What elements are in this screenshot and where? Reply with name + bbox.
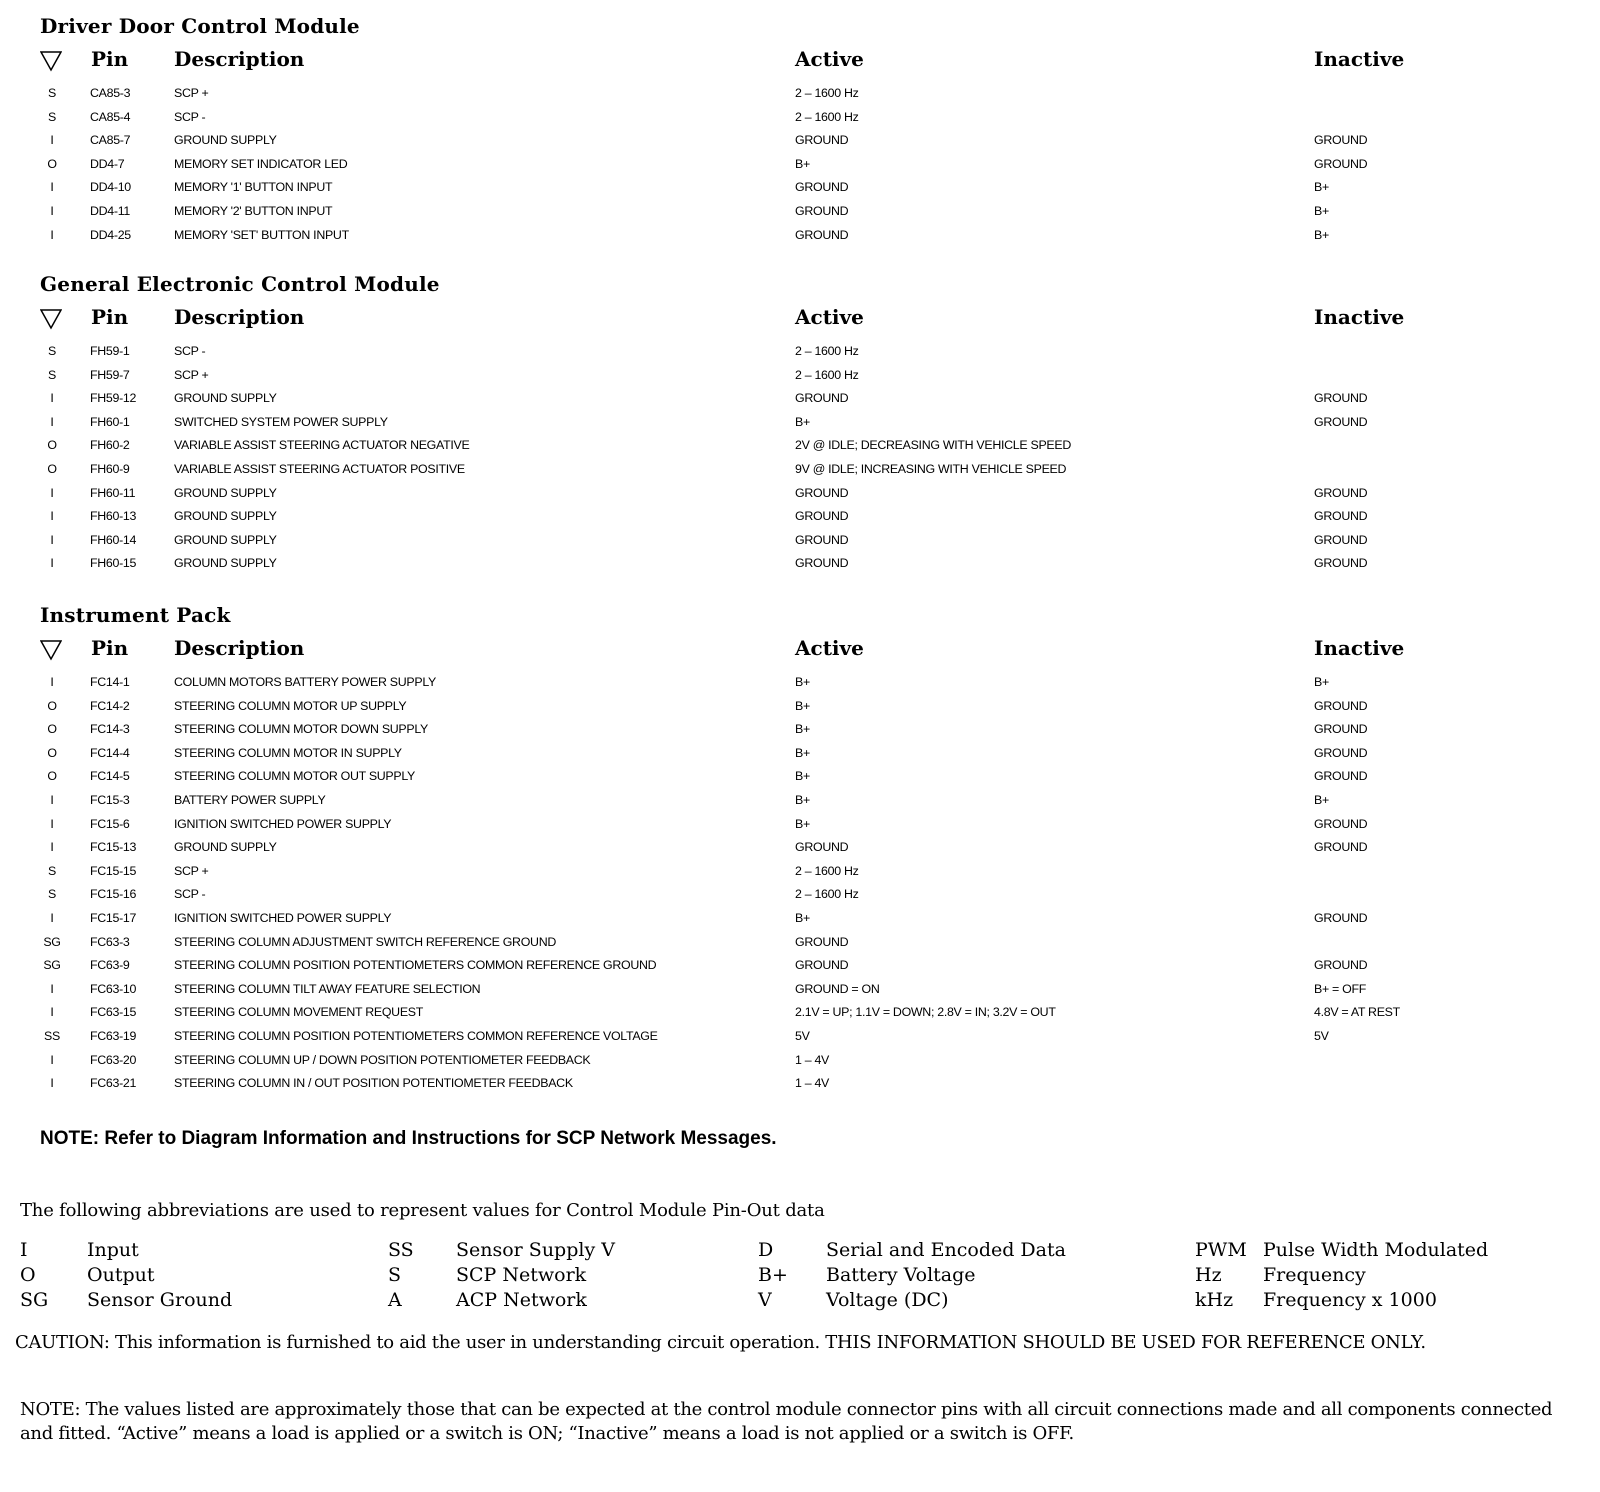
- pin-id: FC63-21: [90, 1076, 137, 1091]
- pin-type: S: [48, 887, 56, 902]
- pin-id: FC63-15: [90, 1005, 137, 1020]
- table-row: [0, 552, 1600, 576]
- table-row: [0, 176, 1600, 200]
- table-header: [0, 636, 1600, 666]
- active-value: GROUND = ON: [795, 981, 880, 996]
- pin-type: I: [50, 981, 54, 996]
- pin-type: O: [47, 461, 57, 476]
- active-value: B+: [795, 745, 810, 760]
- pin-type: SG: [43, 958, 61, 973]
- table-row: [0, 931, 1600, 955]
- active-value: 2V @ IDLE; DECREASING WITH VEHICLE SPEED: [795, 438, 1071, 453]
- pin-description: MEMORY SET INDICATOR LED: [174, 156, 348, 171]
- legend-abbr: SG: [20, 1289, 49, 1311]
- section-title: Driver Door Control Module: [40, 14, 360, 38]
- pin-type: I: [50, 1076, 54, 1091]
- legend-meaning: Battery Voltage: [826, 1264, 976, 1286]
- triangle-down-icon: [40, 308, 62, 330]
- header-pin: Pin: [91, 636, 129, 660]
- pin-type: I: [50, 227, 54, 242]
- active-value: B+: [795, 910, 810, 925]
- table-row: [0, 505, 1600, 529]
- pin-description: STEERING COLUMN MOTOR DOWN SUPPLY: [174, 722, 428, 737]
- active-value: 1 – 4V: [795, 1052, 830, 1067]
- pin-description: IGNITION SWITCHED POWER SUPPLY: [174, 910, 392, 925]
- pin-description: STEERING COLUMN MOVEMENT REQUEST: [174, 1005, 424, 1020]
- table-row: [0, 907, 1600, 931]
- pin-description: STEERING COLUMN IN / OUT POSITION POTENTIOMETER FEEDBACK: [174, 1076, 573, 1091]
- inactive-value: B+: [1314, 227, 1329, 242]
- legend-meaning: Input: [87, 1239, 139, 1261]
- active-value: GROUND: [795, 133, 849, 148]
- table-rows: [0, 671, 1600, 1096]
- table-row: [0, 340, 1600, 364]
- inactive-value: GROUND: [1314, 958, 1368, 973]
- pin-id: FH60-2: [90, 438, 130, 453]
- triangle-down-icon: [40, 639, 62, 661]
- inactive-value: GROUND: [1314, 910, 1368, 925]
- pin-id: FC63-3: [90, 934, 130, 949]
- table-row: [0, 106, 1600, 130]
- pin-description: GROUND SUPPLY: [174, 532, 277, 547]
- table-row: [0, 883, 1600, 907]
- triangle-down-icon: [40, 50, 62, 72]
- pin-id: FH60-11: [90, 485, 136, 500]
- pin-type: S: [48, 109, 56, 124]
- header-pin: Pin: [91, 47, 129, 71]
- pin-id: FC15-16: [90, 887, 137, 902]
- active-value: 5V: [795, 1028, 810, 1043]
- table-header: [0, 47, 1600, 77]
- table-rows: [0, 340, 1600, 576]
- pin-description: STEERING COLUMN TILT AWAY FEATURE SELECTION: [174, 981, 481, 996]
- pin-type: I: [50, 910, 54, 925]
- table-row: [0, 411, 1600, 435]
- legend-meaning: Pulse Width Modulated: [1263, 1239, 1489, 1261]
- pin-id: FH59-7: [90, 367, 130, 382]
- active-value: 2 – 1600 Hz: [795, 109, 859, 124]
- pin-id: FH60-14: [90, 532, 137, 547]
- legend-row: [0, 1263, 1600, 1288]
- table-row: [0, 978, 1600, 1002]
- active-value: B+: [795, 675, 810, 689]
- pin-id: FC15-13: [90, 840, 137, 855]
- pin-id: FH60-9: [90, 461, 130, 476]
- table-row: [0, 836, 1600, 860]
- active-value: 9V @ IDLE; INCREASING WITH VEHICLE SPEED: [795, 461, 1067, 476]
- pin-type: O: [47, 722, 57, 737]
- pin-id: FH60-13: [90, 509, 137, 524]
- inactive-value: GROUND: [1314, 414, 1368, 429]
- legend-meaning: Frequency: [1263, 1264, 1366, 1286]
- header-active: Active: [795, 636, 864, 660]
- pin-type: SS: [44, 1028, 60, 1043]
- pin-description: MEMORY 'SET' BUTTON INPUT: [174, 227, 349, 242]
- legend-abbr: PWM: [1195, 1239, 1247, 1261]
- pin-description: STEERING COLUMN MOTOR IN SUPPLY: [174, 745, 402, 760]
- pin-type: O: [47, 438, 57, 453]
- legend-meaning: Frequency x 1000: [1263, 1289, 1437, 1311]
- pin-description: BATTERY POWER SUPPLY: [174, 792, 326, 807]
- pin-id: FC15-3: [90, 792, 130, 807]
- header-active: Active: [795, 47, 864, 71]
- active-value: B+: [795, 769, 810, 784]
- inactive-value: GROUND: [1314, 556, 1368, 571]
- pin-type: I: [50, 180, 54, 195]
- abbreviations-legend: [0, 1238, 1600, 1313]
- pin-description: SCP +: [174, 863, 209, 878]
- pin-id: DD4-25: [90, 227, 131, 242]
- pin-description: SCP -: [174, 109, 206, 124]
- table-row: [0, 434, 1600, 458]
- pin-type: I: [50, 792, 54, 807]
- table-row: [0, 954, 1600, 978]
- legend-abbr: A: [388, 1289, 402, 1311]
- pin-id: FC63-19: [90, 1028, 137, 1043]
- table-header: [0, 305, 1600, 335]
- pin-description: MEMORY '1' BUTTON INPUT: [174, 180, 333, 195]
- active-value: 2.1V = UP; 1.1V = DOWN; 2.8V = IN; 3.2V = OUT: [795, 1005, 1056, 1020]
- pin-description: STEERING COLUMN UP / DOWN POSITION POTENTIOMETER FEEDBACK: [174, 1052, 591, 1067]
- table-row: [0, 742, 1600, 766]
- inactive-value: B+: [1314, 203, 1329, 218]
- header-pin: Pin: [91, 305, 129, 329]
- pin-description: GROUND SUPPLY: [174, 509, 277, 524]
- header-inactive: Inactive: [1314, 47, 1405, 71]
- pin-description: SWITCHED SYSTEM POWER SUPPLY: [174, 414, 388, 429]
- legend-abbr: O: [20, 1264, 36, 1286]
- pin-description: STEERING COLUMN POSITION POTENTIOMETERS COMMON REFERENCE GROUND: [174, 958, 657, 973]
- pin-description: GROUND SUPPLY: [174, 840, 277, 855]
- pin-type: I: [50, 1052, 54, 1067]
- pin-description: SCP -: [174, 344, 206, 358]
- inactive-value: GROUND: [1314, 509, 1368, 524]
- legend-meaning: Sensor Ground: [87, 1289, 233, 1311]
- active-value: 2 – 1600 Hz: [795, 863, 859, 878]
- legend-abbr: I: [20, 1239, 28, 1261]
- table-row: [0, 789, 1600, 813]
- pin-type: I: [50, 1005, 54, 1020]
- pin-description: GROUND SUPPLY: [174, 391, 277, 406]
- table-row: [0, 860, 1600, 884]
- pin-type: O: [47, 156, 57, 171]
- header-active: Active: [795, 305, 864, 329]
- table-row: [0, 387, 1600, 411]
- active-value: 2 – 1600 Hz: [795, 367, 859, 382]
- pin-id: FH60-1: [90, 414, 130, 429]
- active-value: GROUND: [795, 203, 849, 218]
- caution-text: CAUTION: This information is furnished to aid the user in understanding circuit operation. THIS INFORMATION SHOULD BE USED FOR REFERENCE ONLY.: [15, 1332, 1426, 1353]
- pin-type: I: [50, 556, 54, 571]
- active-value: B+: [795, 414, 810, 429]
- table-row: [0, 1025, 1600, 1049]
- active-value: B+: [795, 792, 810, 807]
- table-rows: [0, 82, 1600, 247]
- pin-type: I: [50, 509, 54, 524]
- table-row: [0, 1072, 1600, 1096]
- pin-description: STEERING COLUMN POSITION POTENTIOMETERS COMMON REFERENCE VOLTAGE: [174, 1028, 658, 1043]
- pin-id: CA85-3: [90, 86, 131, 100]
- pin-type: I: [50, 203, 54, 218]
- pin-id: FH59-1: [90, 344, 130, 358]
- legend-meaning: ACP Network: [456, 1289, 587, 1311]
- pin-id: FC15-15: [90, 863, 137, 878]
- pin-type: SG: [43, 934, 61, 949]
- active-value: GROUND: [795, 509, 849, 524]
- section-title: General Electronic Control Module: [40, 272, 440, 296]
- header-description: Description: [174, 636, 305, 660]
- pin-id: FC14-3: [90, 722, 130, 737]
- pin-type: S: [48, 86, 56, 100]
- legend-meaning: Sensor Supply V: [456, 1239, 615, 1261]
- legend-row: [0, 1288, 1600, 1313]
- pin-id: FC15-6: [90, 816, 130, 831]
- inactive-value: B+: [1314, 675, 1329, 689]
- pin-type: S: [48, 344, 56, 358]
- pin-id: FC63-10: [90, 981, 137, 996]
- table-row: [0, 718, 1600, 742]
- pin-type: O: [47, 769, 57, 784]
- inactive-value: GROUND: [1314, 769, 1368, 784]
- pin-description: GROUND SUPPLY: [174, 556, 277, 571]
- scp-network-note: NOTE: Refer to Diagram Information and Instructions for SCP Network Messages.: [40, 1128, 777, 1149]
- active-value: 2 – 1600 Hz: [795, 344, 859, 358]
- table-row: [0, 813, 1600, 837]
- pin-description: STEERING COLUMN ADJUSTMENT SWITCH REFERENCE GROUND: [174, 934, 556, 949]
- section-title: Instrument Pack: [40, 603, 231, 627]
- legend-abbr: B+: [758, 1264, 788, 1286]
- inactive-value: B+: [1314, 792, 1329, 807]
- active-value: GROUND: [795, 840, 849, 855]
- pin-description: COLUMN MOTORS BATTERY POWER SUPPLY: [174, 675, 436, 689]
- legend-meaning: Voltage (DC): [826, 1289, 949, 1311]
- inactive-value: GROUND: [1314, 745, 1368, 760]
- table-row: [0, 695, 1600, 719]
- legend-abbr: V: [758, 1289, 772, 1311]
- table-row: [0, 1049, 1600, 1073]
- inactive-value: GROUND: [1314, 840, 1368, 855]
- inactive-value: GROUND: [1314, 722, 1368, 737]
- header-description: Description: [174, 47, 305, 71]
- active-value: 2 – 1600 Hz: [795, 86, 859, 100]
- pin-type: I: [50, 414, 54, 429]
- pin-description: STEERING COLUMN MOTOR UP SUPPLY: [174, 698, 407, 713]
- pin-type: O: [47, 745, 57, 760]
- inactive-value: GROUND: [1314, 816, 1368, 831]
- pin-type: S: [48, 367, 56, 382]
- pin-id: FC14-2: [90, 698, 130, 713]
- inactive-value: GROUND: [1314, 133, 1368, 148]
- pin-description: IGNITION SWITCHED POWER SUPPLY: [174, 816, 392, 831]
- active-value: 2 – 1600 Hz: [795, 887, 859, 902]
- pin-id: FC63-9: [90, 958, 130, 973]
- active-value: GROUND: [795, 391, 849, 406]
- pin-type: I: [50, 675, 54, 689]
- pin-type: S: [48, 863, 56, 878]
- pin-description: VARIABLE ASSIST STEERING ACTUATOR POSITIVE: [174, 461, 465, 476]
- active-value: B+: [795, 698, 810, 713]
- table-row: [0, 82, 1600, 106]
- pin-description: VARIABLE ASSIST STEERING ACTUATOR NEGATIVE: [174, 438, 470, 453]
- legend-meaning: SCP Network: [456, 1264, 587, 1286]
- inactive-value: GROUND: [1314, 391, 1368, 406]
- header-description: Description: [174, 305, 305, 329]
- table-row: [0, 765, 1600, 789]
- active-value: GROUND: [795, 934, 849, 949]
- pin-type: I: [50, 532, 54, 547]
- inactive-value: GROUND: [1314, 156, 1368, 171]
- pin-description: GROUND SUPPLY: [174, 133, 277, 148]
- inactive-value: GROUND: [1314, 485, 1368, 500]
- active-value: B+: [795, 722, 810, 737]
- active-value: GROUND: [795, 958, 849, 973]
- pin-id: FC14-1: [90, 675, 130, 689]
- pin-type: I: [50, 840, 54, 855]
- pin-type: I: [50, 485, 54, 500]
- pin-id: CA85-7: [90, 133, 131, 148]
- active-value: GROUND: [795, 532, 849, 547]
- legend-meaning: Output: [87, 1264, 155, 1286]
- table-row: [0, 458, 1600, 482]
- legend-abbr: D: [758, 1239, 774, 1261]
- inactive-value: 5V: [1314, 1028, 1329, 1043]
- inactive-value: B+: [1314, 180, 1329, 195]
- inactive-value: B+ = OFF: [1314, 981, 1366, 996]
- table-row: [0, 1001, 1600, 1025]
- table-row: [0, 529, 1600, 553]
- header-inactive: Inactive: [1314, 305, 1405, 329]
- active-value: B+: [795, 156, 810, 171]
- pin-id: FH59-12: [90, 391, 137, 406]
- active-value: GROUND: [795, 556, 849, 571]
- table-row: [0, 153, 1600, 177]
- pin-description: SCP +: [174, 367, 209, 382]
- pin-description: STEERING COLUMN MOTOR OUT SUPPLY: [174, 769, 416, 784]
- table-row: [0, 364, 1600, 388]
- legend-abbr: Hz: [1195, 1264, 1222, 1286]
- active-value: GROUND: [795, 227, 849, 242]
- legend-abbr: SS: [388, 1239, 414, 1261]
- pin-id: DD4-10: [90, 180, 131, 195]
- pin-id: DD4-11: [90, 203, 130, 218]
- pin-type: O: [47, 698, 57, 713]
- active-value: B+: [795, 816, 810, 831]
- pin-id: FC15-17: [90, 910, 137, 925]
- pin-type: I: [50, 816, 54, 831]
- inactive-value: GROUND: [1314, 698, 1368, 713]
- pin-id: CA85-4: [90, 109, 131, 124]
- pin-type: I: [50, 133, 54, 148]
- pin-description: MEMORY '2' BUTTON INPUT: [174, 203, 333, 218]
- pin-type: I: [50, 391, 54, 406]
- legend-abbr: S: [388, 1264, 402, 1286]
- table-row: [0, 224, 1600, 248]
- pin-description: GROUND SUPPLY: [174, 485, 277, 500]
- inactive-value: 4.8V = AT REST: [1314, 1005, 1400, 1020]
- table-row: [0, 482, 1600, 506]
- inactive-value: GROUND: [1314, 532, 1368, 547]
- legend-abbr: kHz: [1195, 1289, 1234, 1311]
- pin-id: FC14-4: [90, 745, 130, 760]
- pin-id: FC14-5: [90, 769, 130, 784]
- legend-meaning: Serial and Encoded Data: [826, 1239, 1066, 1261]
- pin-description: SCP +: [174, 86, 209, 100]
- table-row: [0, 129, 1600, 153]
- table-row: [0, 671, 1600, 695]
- pin-description: SCP -: [174, 887, 206, 902]
- pin-id: DD4-7: [90, 156, 125, 171]
- pin-id: FC63-20: [90, 1052, 137, 1067]
- active-value: GROUND: [795, 485, 849, 500]
- active-value: GROUND: [795, 180, 849, 195]
- abbreviations-intro: The following abbreviations are used to represent values for Control Module Pin-Out data: [20, 1200, 825, 1221]
- legend-row: [0, 1238, 1600, 1263]
- pin-id: FH60-15: [90, 556, 137, 571]
- header-inactive: Inactive: [1314, 636, 1405, 660]
- table-row: [0, 200, 1600, 224]
- values-note: NOTE: The values listed are approximately those that can be expected at the control module connector pins with all circuit connections made and all components connected and fitted. “Active” means a load is applied or a switch is ON; “Inactive” means a load is not applied or a switch is OFF.: [20, 1399, 1553, 1444]
- active-value: 1 – 4V: [795, 1076, 830, 1091]
